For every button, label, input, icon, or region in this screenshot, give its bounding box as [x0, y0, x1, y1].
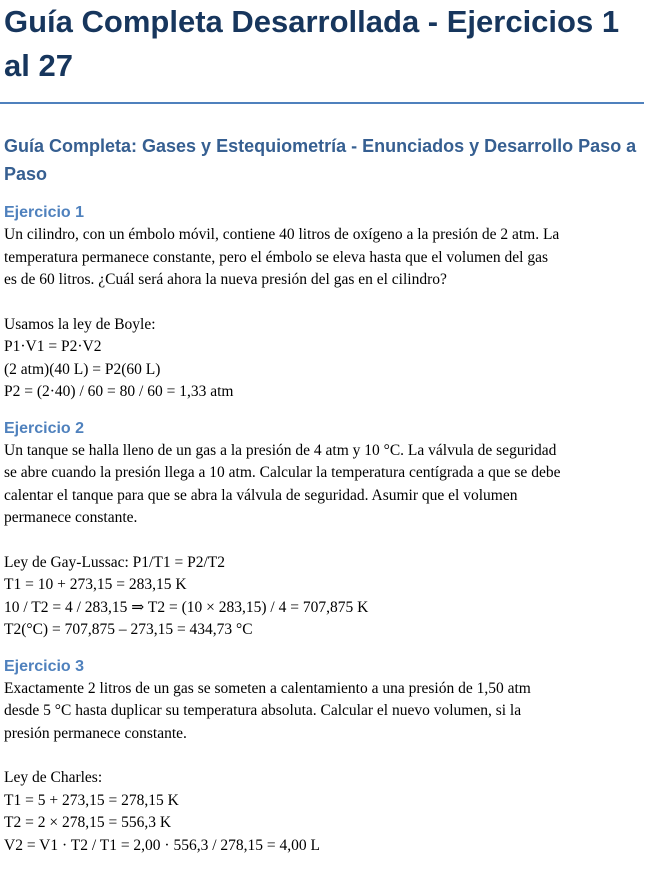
document-title: Guía Completa Desarrollada - Ejercicios 1 al 27 [4, 4, 620, 83]
solution-line: T2 = 2 × 278,15 = 556,3 K [4, 814, 172, 831]
solution-line: T2(°C) = 707,875 – 273,15 = 434,73 °C [4, 621, 253, 638]
exercise-3 [4, 656, 648, 858]
solution-line: T1 = 5 + 273,15 = 278,15 K [4, 791, 179, 809]
title-divider [0, 102, 644, 104]
solution-line: P1·V1 = P2·V2 [4, 338, 102, 355]
solution-line: P2 = (2·40) / 60 = 80 / 60 = 1,33 atm [4, 383, 234, 400]
solution-line: Usamos la ley de Boyle: [4, 315, 156, 333]
solution-line: 10 / T2 = 4 / 283,15 ⇒ T2 = (10 × 283,15) / 4 = 707,875 K [4, 598, 369, 616]
solution-line: Ley de Charles: [4, 769, 103, 786]
exercise-heading: Ejercicio 1 [4, 204, 85, 221]
exercise-1 [4, 202, 648, 404]
exercise-statement: Un cilindro, con un émbolo móvil, contiene 40 litros de oxígeno a la presión de 2 atm. La temperatura permanece constante, pero el émbolo se eleva hasta que el volumen del gas es de 60 litros. ¿Cuál será ahora la nueva presión del gas en el cilindro? [4, 226, 560, 288]
solution-line: Ley de Gay-Lussac: P1/T1 = P2/T2 [4, 553, 225, 571]
solution-line: T1 = 10 + 273,15 = 283,15 K [4, 576, 187, 593]
solution-line: V2 = V1 · T2 / T1 = 2,00 · 556,3 / 278,15 = 4,00 L [4, 836, 320, 854]
exercise-2 [4, 418, 648, 642]
document-subtitle: Guía Completa: Gases y Estequiometría - Enunciados y Desarrollo Paso a Paso [4, 136, 637, 184]
exercise-heading: Ejercicio 2 [4, 419, 85, 437]
exercise-statement: Exactamente 2 litros de un gas se someten a calentamiento a una presión de 1,50 atm desde 5 °C hasta duplicar su temperatura absoluta. Calcular el nuevo volumen, si la presión permanece constante. [4, 679, 531, 742]
exercise-heading: Ejercicio 3 [4, 657, 85, 675]
exercise-statement: Un tanque se halla lleno de un gas a la presión de 4 atm y 10 °C. La válvula de seguridad se abre cuando la presión llega a 10 atm. Calcular la temperatura centígrada a que se debe calentar el tanque para que se abra la válvula de seguridad. Asumir que el volumen permanece constante. [4, 441, 561, 526]
solution-line: (2 atm)(40 L) = P2(60 L) [4, 360, 161, 378]
